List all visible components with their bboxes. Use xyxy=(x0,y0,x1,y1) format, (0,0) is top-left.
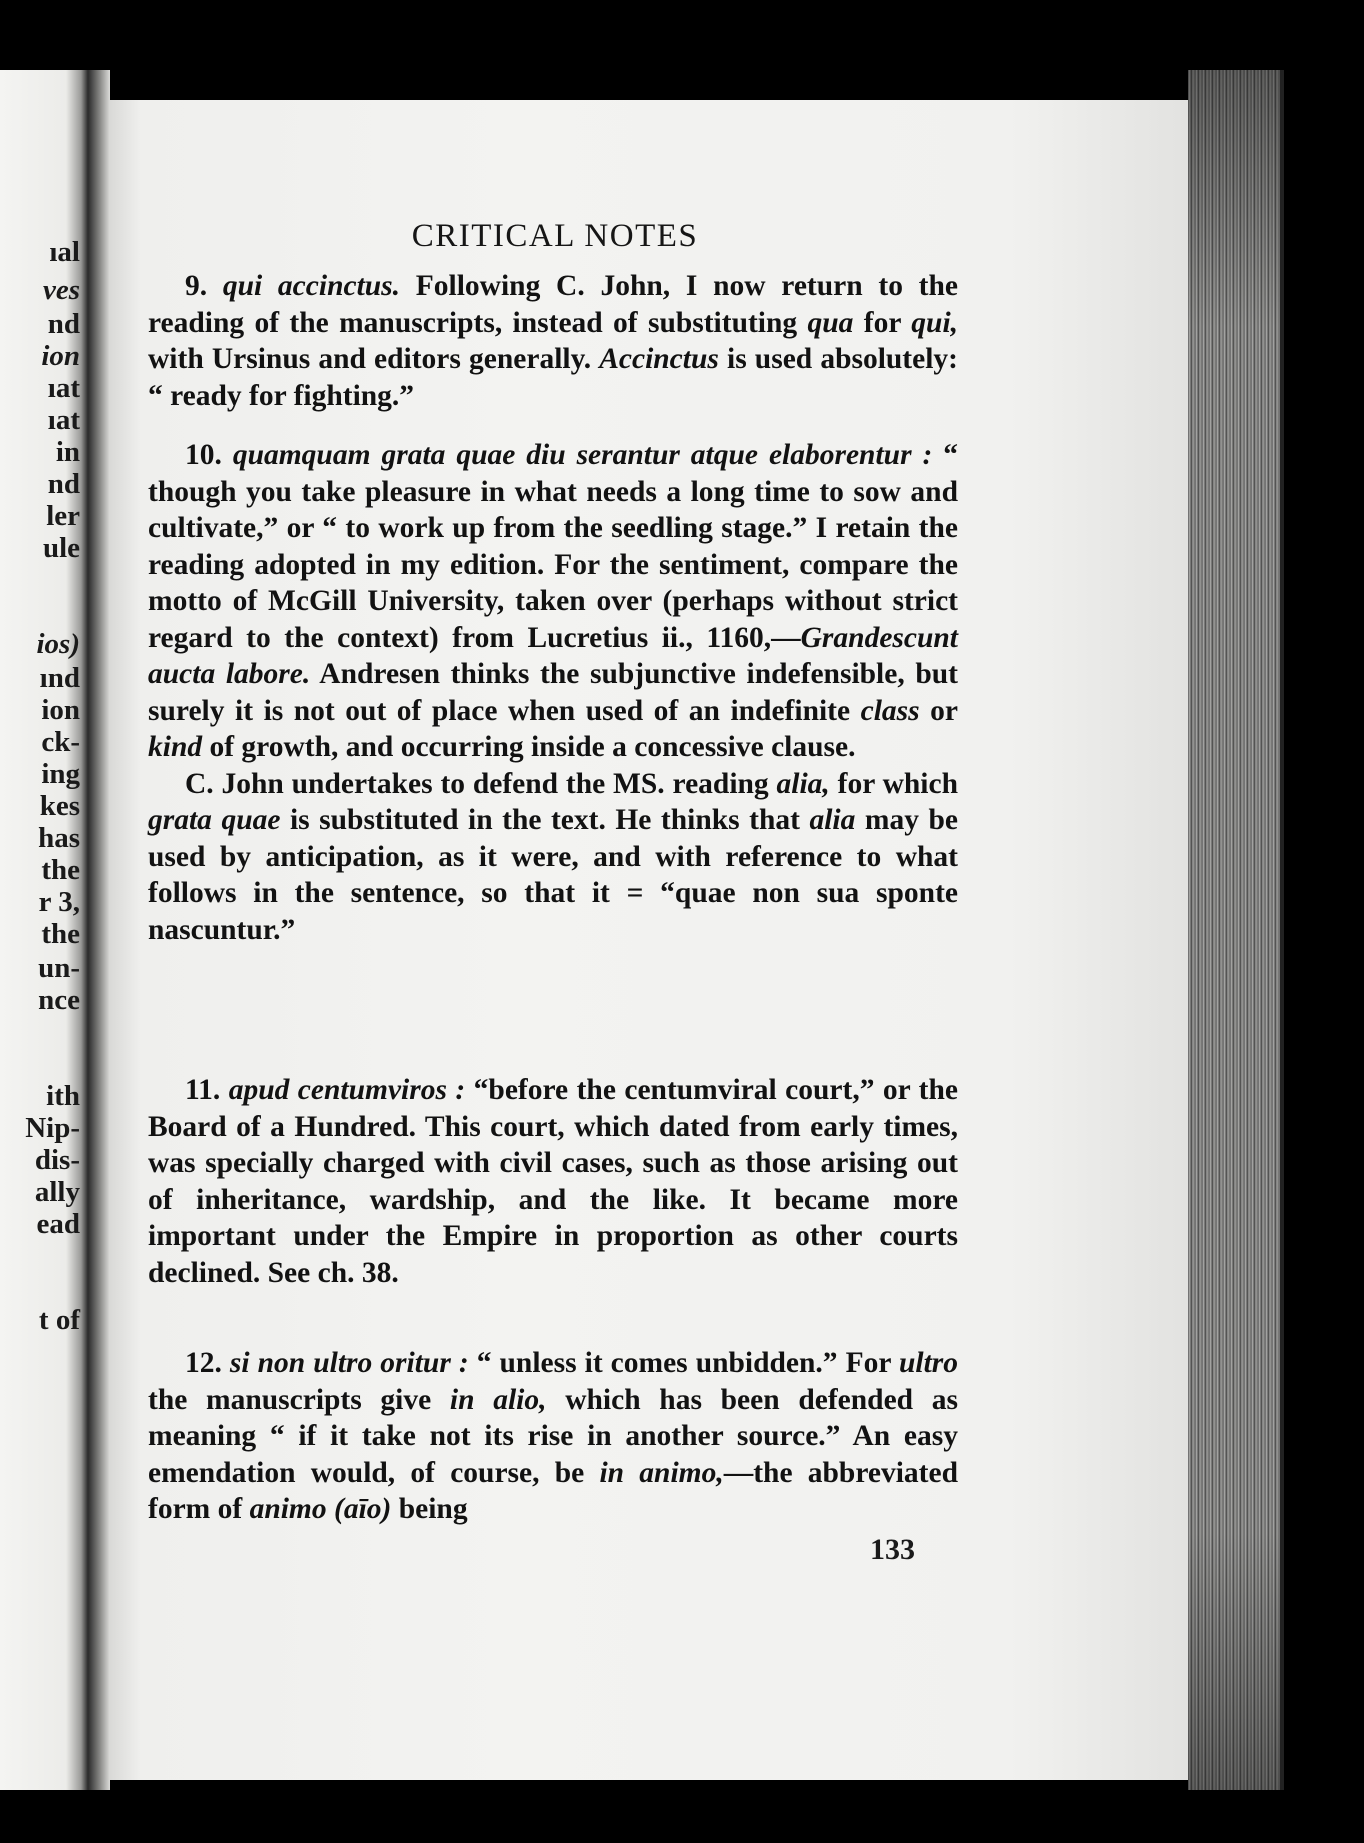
note-lemma: quamquam grata quae diu serantur atque elaborentur : xyxy=(232,439,933,471)
facing-page-line: ves xyxy=(42,274,80,306)
italic-word: grata quae xyxy=(148,804,281,836)
note-9 xyxy=(148,268,958,414)
facing-page-line: r 3, xyxy=(38,886,80,918)
facing-page-line: in xyxy=(55,436,80,468)
facing-page xyxy=(0,70,88,1790)
italic-word: in alio, xyxy=(449,1383,547,1416)
italic-word: animo xyxy=(249,1493,327,1525)
note-text: which has been defended as meaning “ if it take not its rise in another source.” An easy emendation would, of course, be xyxy=(148,1383,958,1489)
note-text: or xyxy=(919,694,959,727)
note-number: 12. xyxy=(185,1347,222,1379)
facing-page-line: ler xyxy=(46,500,80,532)
italic-quote: Grandescunt aucta labore. xyxy=(148,621,958,690)
facing-page-line: ıat xyxy=(47,404,80,436)
abbreviation: (aīo) xyxy=(334,1493,392,1525)
facing-page-line: kes xyxy=(39,790,80,822)
facing-page-line: dis- xyxy=(34,1144,80,1176)
italic-word: ultro xyxy=(898,1347,958,1379)
note-text: of growth, and occurring inside a concessive clause. xyxy=(202,731,856,763)
facing-page-line: ınd xyxy=(39,662,80,694)
page-edges-shade xyxy=(1188,70,1280,1790)
facing-page-line: ing xyxy=(41,758,80,790)
italic-word: in animo, xyxy=(599,1456,724,1489)
facing-page-line: nd xyxy=(47,468,80,500)
facing-page-line: ıal xyxy=(49,236,80,268)
note-lemma: si non ultro oritur : xyxy=(229,1347,469,1379)
note-text: with Ursinus and editors generally. xyxy=(148,343,600,375)
running-head: CRITICAL NOTES xyxy=(411,218,699,254)
italic-word: Accinctus xyxy=(599,343,719,375)
note-text: for xyxy=(853,306,912,339)
italic-word: qui, xyxy=(911,306,959,339)
facing-page-line: ule xyxy=(42,532,80,564)
italic-word: alia xyxy=(809,804,856,836)
italic-word: qua xyxy=(807,306,854,339)
note-number: 11. xyxy=(185,1074,221,1106)
note-text: the manuscripts give xyxy=(148,1383,450,1416)
italic-word: kind xyxy=(148,731,203,763)
note-lemma: apud centumviros : xyxy=(228,1074,466,1106)
note-text: “before the centumviral court,” or the Board of a Hundred. This court, which dated from early times, was specially charged with civil cases, such as those arising out of inheritance, wardship, and the like. It became more important under the Empire in proportion as other courts declined. See ch. 38. xyxy=(148,1074,958,1289)
facing-page-line: nd xyxy=(47,308,80,340)
facing-page-line: ion xyxy=(41,340,80,372)
facing-page-line: ith xyxy=(46,1080,80,1112)
note-text: —the abbreviated form of xyxy=(148,1456,959,1525)
note-text: Andresen thinks the subjunctive indefensible, but surely it is not out of place when used of an indefinite xyxy=(148,658,958,727)
italic-word: class xyxy=(860,694,920,727)
facing-page-line: ead xyxy=(36,1208,80,1240)
note-text: “ though you take pleasure in what needs a long time to sow and cultivate,” or “ to work up from the seedling stage.” I retain the reading adopted in my edition. For the sentiment, compare the motto of McGill University, taken over (perhaps without strict regard to the context) from Lucretius ii., 1160,— xyxy=(148,439,959,654)
note-text: is used absolutely: “ ready for fighting.” xyxy=(148,343,958,412)
note-text: Following C. John, I now return to the reading of the manuscripts, instead of substituting xyxy=(148,270,958,339)
note-text: C. John undertakes to defend the MS. reading xyxy=(185,767,777,800)
note-10 xyxy=(148,437,958,948)
note-12 xyxy=(148,1345,958,1528)
note-11 xyxy=(148,1072,958,1291)
note-text: is substituted in the text. He thinks that xyxy=(280,804,810,836)
facing-page-line: ıat xyxy=(47,372,80,404)
note-lemma: qui accinctus. xyxy=(222,270,401,302)
note-10-continuation xyxy=(148,766,958,949)
note-text: may be used by anticipation, as it were, and with reference to what follows in the sentence, so that it = “quae non sua sponte nascuntur.” xyxy=(148,804,958,946)
facing-page-line: nce xyxy=(38,984,80,1016)
facing-page-line: the xyxy=(41,918,80,950)
page-number: 133 xyxy=(870,1533,915,1566)
note-text: “ unless it comes unbidden.” For xyxy=(468,1347,899,1379)
facing-page-line: un- xyxy=(38,952,80,984)
italic-word: alia, xyxy=(776,767,830,800)
facing-page-line: t of xyxy=(38,1304,80,1336)
book-gutter xyxy=(88,70,110,1790)
facing-page-line: ion xyxy=(41,694,80,726)
note-text: being xyxy=(391,1493,468,1525)
facing-page-line: the xyxy=(41,854,80,886)
note-text: for which xyxy=(829,767,958,800)
facing-page-line: has xyxy=(38,822,80,854)
facing-page-line: ally xyxy=(34,1176,80,1208)
facing-page-line: ios) xyxy=(36,628,80,660)
note-number: 9. xyxy=(185,270,208,302)
facing-page-line: Nip- xyxy=(25,1112,80,1144)
note-number: 10. xyxy=(185,439,222,471)
facing-page-line: ck- xyxy=(41,726,80,758)
